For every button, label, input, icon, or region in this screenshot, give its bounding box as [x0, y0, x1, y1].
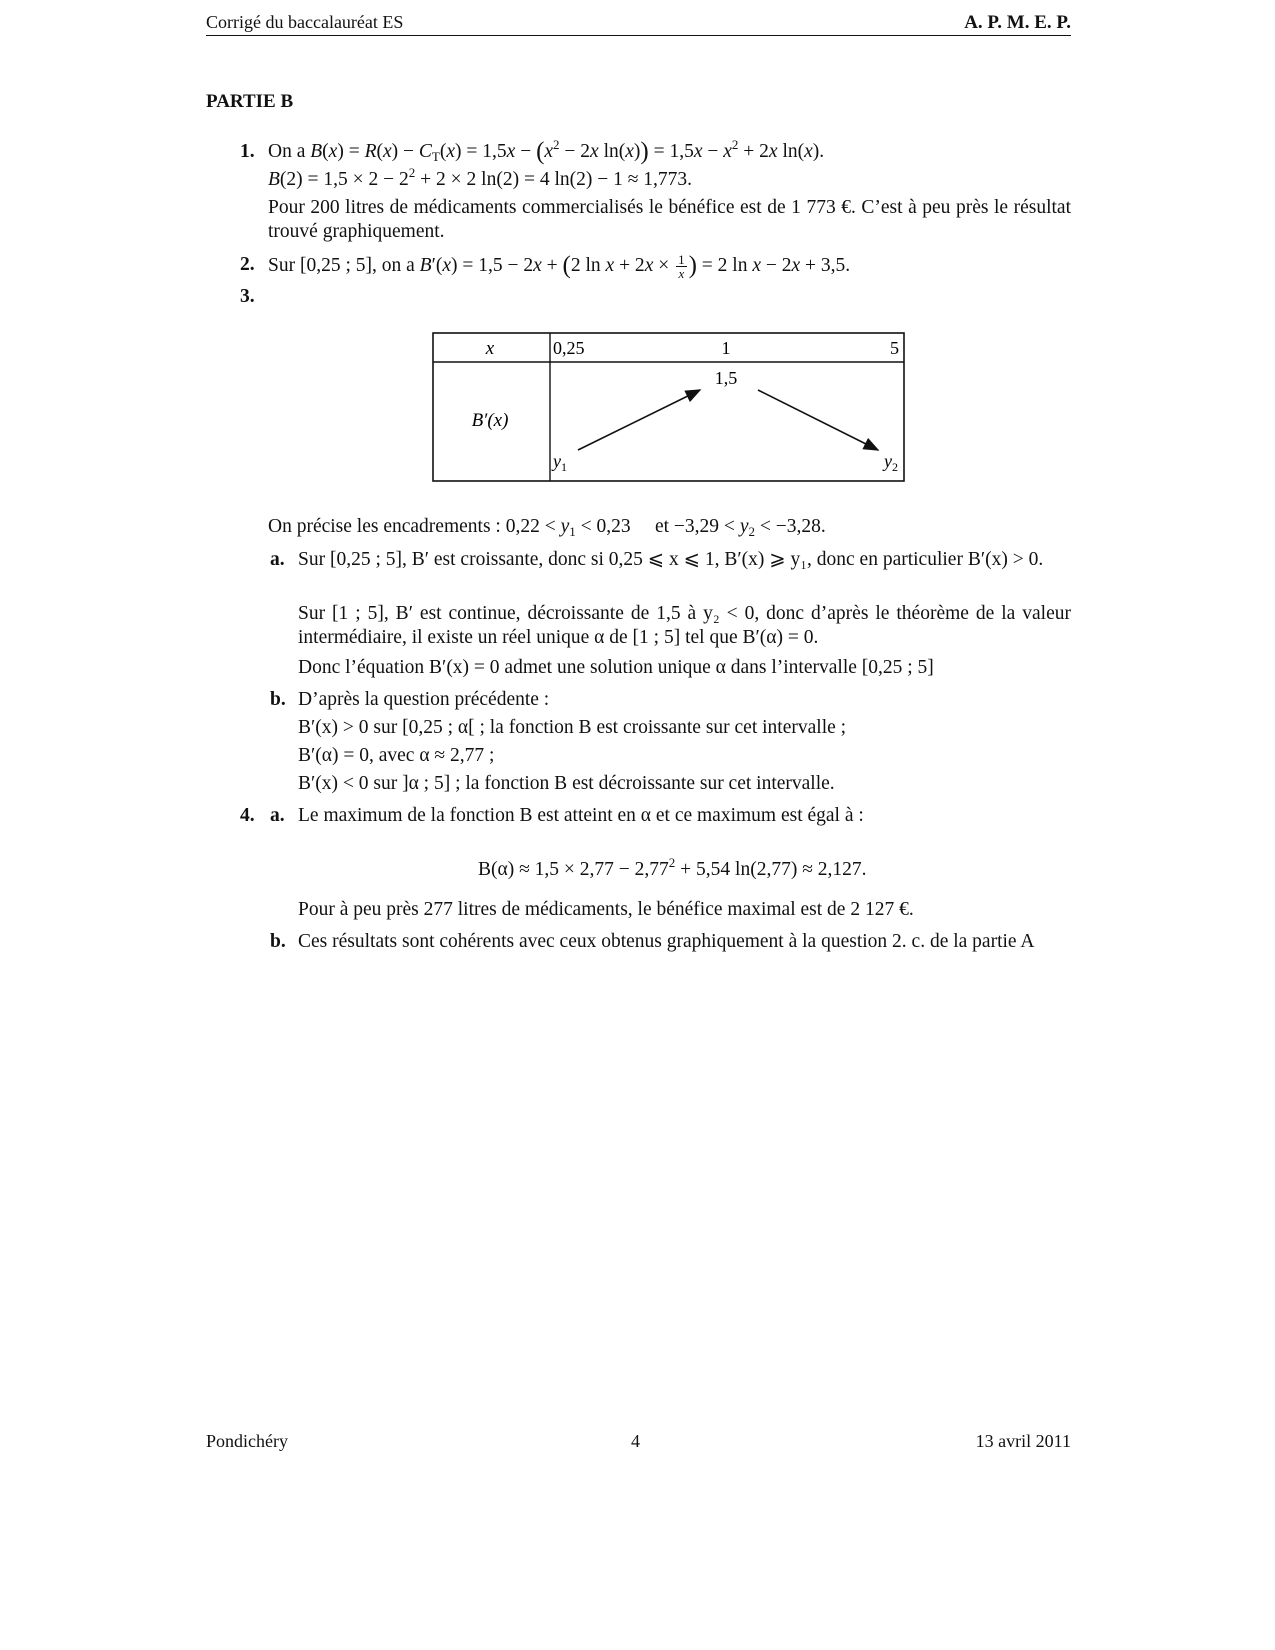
q3b-line4: B′(x) < 0 sur ]α ; 5] ; la fonction B est décroissante sur cet intervalle.: [298, 773, 835, 794]
q4a-label: a.: [270, 805, 285, 826]
table-x-mid: 1: [721, 338, 731, 358]
q1-line2: $B(2) = 1,5 \times 2 - 2^2 + 2 \times 2$ ln(2) = 4 ln(2) − 1 ≈ 1,773.: [268, 165, 693, 190]
header-left: Corrigé du baccalauréat ES: [206, 12, 404, 32]
q3a-label: a.: [270, 549, 285, 570]
q4b-line1: Ces résultats sont cohérents avec ceux obtenus graphiquement à la question 2. c. de la partie A: [298, 931, 1035, 952]
header-rule: [206, 35, 1071, 36]
table-start-value: $y_1$: [553, 451, 567, 474]
footer-right: 13 avril 2011: [975, 1431, 1071, 1451]
table-x-end: 5: [890, 338, 899, 358]
q4-number: 4.: [240, 805, 255, 826]
q3a-line1: Sur [0,25 ; 5], B′ est croissante, donc si 0,25 ⩽ x ⩽ 1, B′(x) ⩾ y₁, donc en particulier B′(x) > 0.: [298, 549, 1044, 570]
q3b-label: b.: [270, 689, 286, 710]
table-x-start: 0,25: [553, 338, 585, 358]
table-max-value: 1,5: [714, 368, 738, 388]
q3-encadrements: On précise les encadrements : $0,22 < y_1 < 0,23$ et $-3,29 < y_2 < -3,28$.: [268, 516, 826, 539]
variation-table: [432, 332, 905, 482]
q3a-line2: Sur [1 ; 5], B′ est continue, décroissante de 1,5 à y₂ < 0, donc d’après le théorème de la valeur intermédiaire, il existe un réel unique α de [1 ; 5] tel que B′(α) = 0.: [298, 603, 1071, 648]
q1-line1: On a $B(x) = R(x) - C_T(x) = 1,5x - (x^2 - 2x$ $\ln(x)) = 1,5x - x^2 + 2x$ ln(x).: [268, 137, 825, 165]
q4a-line2: Pour à peu près 277 litres de médicaments, le bénéfice maximal est de 2 127 €.: [298, 899, 914, 920]
table-border: [433, 333, 904, 481]
q3-number: 3.: [240, 286, 255, 307]
header-right: A. P. M. E. P.: [964, 12, 1071, 33]
q4a-formula: $B(\alpha) \approx 1,5 \times 2,77 - 2,77^2 + 5,54$ ln(2,77) ≈ 2,127.: [478, 855, 867, 880]
q2-fraction: $\frac{1}{x}$: [678, 252, 685, 281]
decreasing-arrow: [758, 390, 878, 450]
q3b-line3: B′(α) = 0, avec α ≈ 2,77 ;: [298, 745, 495, 766]
q3b-line1: D’après la question précédente :: [298, 689, 550, 710]
q3b-line2: B′(x) > 0 sur [0,25 ; α[ ; la fonction B est croissante sur cet intervalle ;: [298, 717, 847, 738]
q3a-line3: Donc l’équation B′(x) = 0 admet une solution unique α dans l’intervalle [0,25 ; 5]: [298, 657, 934, 678]
q2-line: Sur [0,25 ; 5], on a B′(x) = 1,5 − 2x + (2 ln x + 2x × $\frac{1}{x}$ ) = 2 ln x − 2x + 3,5.: [268, 251, 851, 281]
footer-left: Pondichéry: [206, 1431, 288, 1451]
table-x-label: x: [485, 338, 495, 359]
increasing-arrow: [578, 390, 700, 450]
footer-page-number: 4: [631, 1431, 640, 1451]
section-title: PARTIE B: [206, 91, 294, 112]
table-row-label: B′(x): [471, 410, 509, 431]
q4b-label: b.: [270, 931, 286, 952]
q2-number: 2.: [240, 254, 255, 275]
q4a-line1: Le maximum de la fonction B est atteint en α et ce maximum est égal à :: [298, 805, 864, 826]
q1-paragraph: Pour 200 litres de médicaments commercialisés le bénéfice est de 1 773 €. C’est à peu près le résultat trouvé graphiquement.: [268, 197, 1071, 242]
table-end-value: $y_2$: [884, 451, 898, 474]
q1-number: 1.: [240, 141, 255, 162]
